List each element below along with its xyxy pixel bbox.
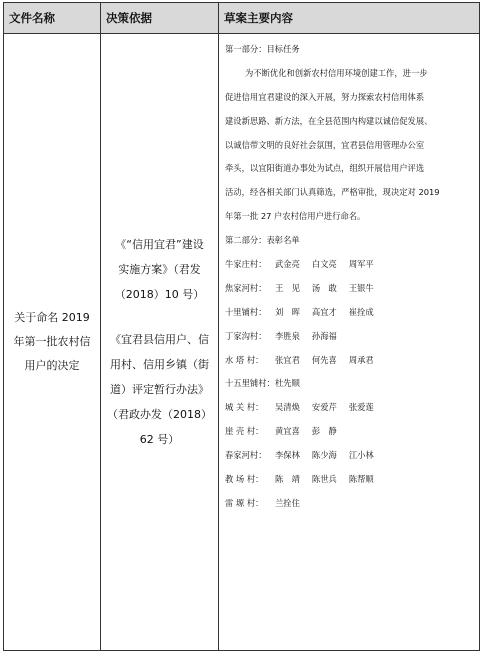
village-label: 水 塔 村： (225, 354, 264, 365)
header-main-content: 草案主要内容 (219, 3, 480, 34)
household-name: 吴清焕 (275, 402, 300, 413)
part1-line: 以诚信带文明的良好社会氛围，宜君县信用管理办公室 (225, 139, 425, 150)
village-row (225, 468, 475, 492)
household-name: 张宜君 (275, 354, 300, 365)
village-label: 城 关 村： (225, 402, 264, 413)
household-name: 孙海福 (311, 330, 337, 341)
basis-line: 62 号） (139, 433, 180, 446)
household-name: 白文亮 (311, 259, 337, 270)
household-name: 王银牛 (348, 282, 374, 293)
village-row (225, 444, 475, 468)
household-name: 高宜才 (311, 306, 337, 317)
basis-line: 用村、信用乡镇（街 (110, 358, 209, 371)
basis-line: 实施方案》（君发 (118, 263, 201, 276)
household-name: 彭 静 (311, 426, 337, 437)
village-list (225, 253, 475, 516)
household-name: 李保林 (275, 450, 300, 461)
village-label: 丁家沟村： (225, 330, 267, 341)
village-row (225, 253, 475, 277)
household-name: 汤 敢 (311, 282, 337, 293)
village-row (225, 492, 475, 516)
header-decision-basis: 决策依据 (101, 3, 219, 34)
part2-title: 第二部分：表彰名单 (225, 235, 300, 246)
household-name: 陈世兵 (311, 474, 337, 485)
basis-line: （君政办发（2018） (107, 408, 212, 421)
decision-basis-cell (101, 34, 219, 651)
part1-line: 建设新思路、新方法，在全县范围内构建以诚信促发展、 (225, 115, 433, 126)
village-row (225, 420, 475, 444)
household-name: 何先喜 (311, 354, 337, 365)
household-name: 张爱莲 (348, 402, 374, 413)
village-label: 教 场 村： (225, 474, 264, 485)
main-content-cell (219, 34, 480, 651)
household-name: 兰拴住 (275, 497, 300, 508)
part1-title: 第一部分：目标任务 (225, 44, 300, 54)
household-name: 崔拴成 (348, 306, 374, 317)
household-name: 黄宜喜 (275, 426, 300, 437)
basis-line: 《“信用宜君”建设 (115, 238, 204, 251)
basis-line: （2018）10 号） (114, 288, 205, 301)
basis-line: 道）评定暂行办法》 (110, 383, 209, 396)
village-row (225, 396, 475, 420)
village-row (225, 349, 475, 373)
basis-document-1 (101, 232, 218, 307)
basis-document-2 (101, 327, 218, 452)
household-name: 安爱芹 (311, 402, 337, 413)
household-name: 杜先顺 (275, 378, 300, 389)
body-row (4, 34, 480, 651)
file-name-line: 用户的决定 (24, 359, 80, 372)
household-name: 陈 靖 (275, 474, 300, 485)
village-label: 崖 壳 村： (225, 426, 264, 437)
household-name: 陈帮顺 (348, 474, 374, 485)
household-name: 周承君 (348, 354, 374, 365)
household-name: 李胜泉 (275, 330, 300, 341)
village-label: 十五里铺村： (225, 378, 275, 389)
village-row (225, 301, 475, 325)
village-label: 牛家庄村： (225, 259, 267, 270)
part1-line: 活动，经各相关部门认真筛选，严格审批，现决定对 2019 (225, 187, 440, 198)
header-file-name: 文件名称 (4, 3, 101, 34)
decision-table (3, 2, 480, 651)
household-name: 刘 晖 (275, 306, 300, 317)
basis-line: 《宜君县信用户、信 (110, 333, 209, 346)
household-name: 陈少海 (311, 450, 337, 461)
village-label: 雷 塬 村： (225, 497, 264, 508)
village-row (225, 277, 475, 301)
village-label: 十里铺村： (225, 306, 267, 317)
file-name-line: 关于命名 2019 (14, 311, 90, 324)
part1-line: 年第一批 27 户农村信用户进行命名。 (225, 211, 366, 222)
household-name: 王 见 (275, 282, 300, 293)
header-row (4, 3, 480, 34)
part1-line: 牵头，以宜阳街道办事处为试点，组织开展信用户评选 (225, 163, 425, 174)
household-name: 江小林 (348, 450, 374, 461)
file-name-cell (4, 34, 101, 651)
household-name: 武金亮 (275, 259, 300, 270)
village-label: 春家河村： (225, 450, 267, 461)
file-name-line: 年第一批农村信 (13, 335, 91, 348)
village-label: 焦家河村： (225, 282, 267, 293)
household-name: 周军平 (348, 259, 374, 270)
part1-line: 促进信用宜君建设的深入开展，努力探索农村信用体系 (225, 91, 425, 102)
part1-line: 为不断优化和创新农村信用环境创建工作，进一步 (245, 67, 428, 78)
village-row (225, 325, 475, 349)
village-row (225, 372, 475, 396)
